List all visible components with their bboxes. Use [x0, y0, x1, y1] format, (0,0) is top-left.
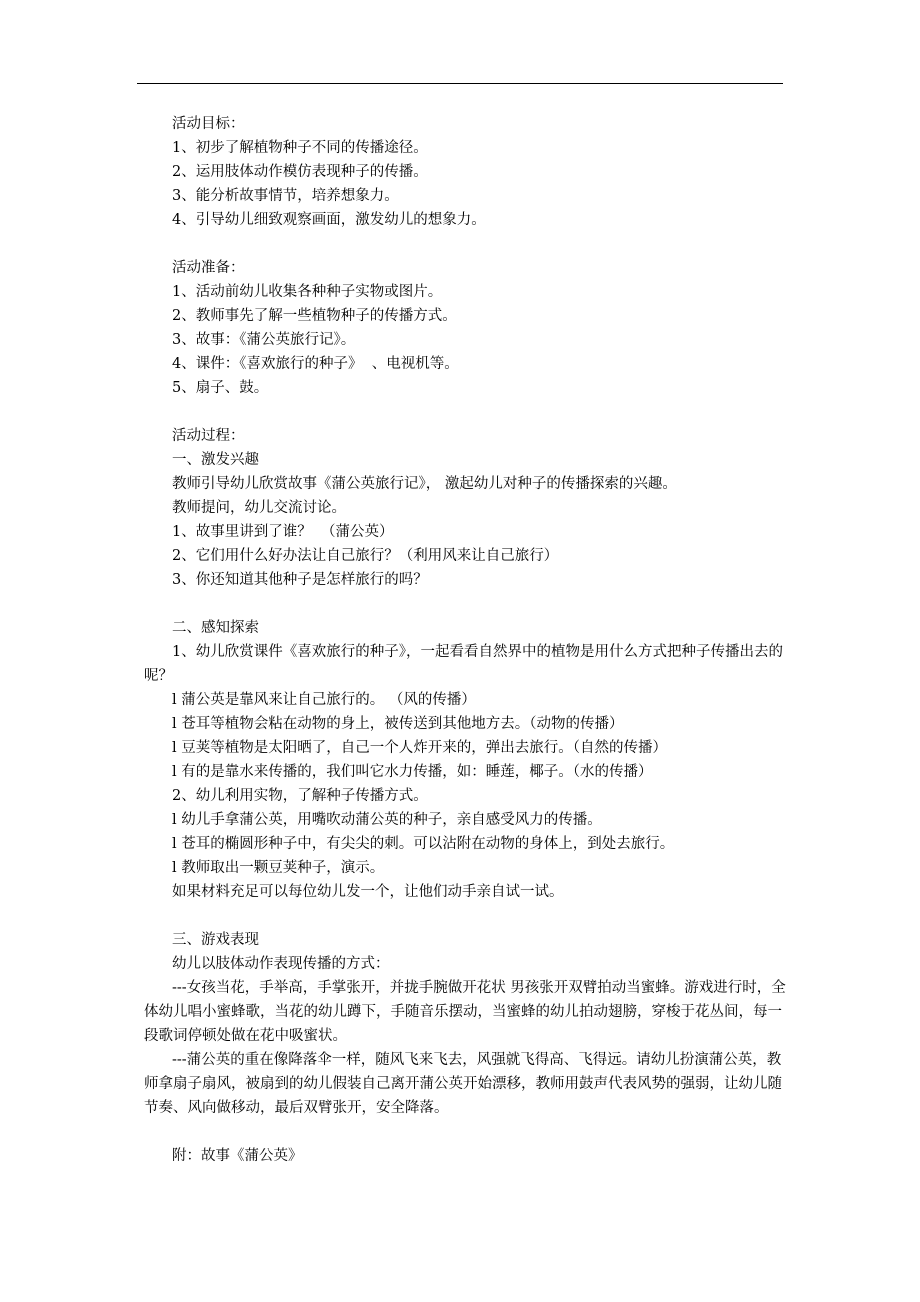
part1-line: 3、你还知道其他种子是怎样旅行的吗？: [172, 572, 428, 588]
part2-line: l 苍耳的椭圆形种子中，有尖尖的刺。可以沾附在动物的身体上，到处去旅行。: [172, 836, 675, 852]
section-process: [144, 424, 792, 1168]
header-rule: [137, 83, 783, 84]
part2-line: l 有的是靠水来传播的，我们叫它水力传播，如：睡莲，椰子。（水的传播）: [172, 764, 653, 780]
part2-line: l 教师取出一颗豆荚种子，演示。: [172, 860, 385, 876]
goals-heading: 活动目标：: [172, 116, 245, 132]
goal-item: 1、初步了解植物种子不同的传播途径。: [172, 140, 428, 156]
goal-item: 4、引导幼儿细致观察画面，激发幼儿的想象力。: [172, 212, 486, 228]
part2-line: l 苍耳等植物会粘在动物的身上，被传送到其他地方去。（动物的传播）: [172, 716, 624, 732]
part1-line: 教师引导幼儿欣赏故事《蒲公英旅行记》， 激起幼儿对种子的传播探索的兴趣。: [172, 476, 677, 492]
part1-line: 1、故事里讲到了谁？ （蒲公英）: [172, 524, 394, 540]
part2-line: 2、幼儿利用实物，了解种子传播方式。: [172, 788, 428, 804]
part3-paragraph-1-text: ---女孩当花，手举高，手掌张开，并拢手腕做开花状 男孩张开双臂拍动当蜜蜂。游戏进行时，全体幼儿唱小蜜蜂歌，当花的幼儿蹲下，手随音乐摆动，当蜜蜂的幼儿拍动翅膀，穿梭于花丛间，每一段歌词停顿处做在花中吸蜜状。: [144, 980, 786, 1044]
part3-paragraph-2: [144, 1048, 792, 1120]
part2-line: l 蒲公英是靠风来让自己旅行的。 （风的传播）: [172, 692, 476, 708]
part2-title: 二、感知探索: [172, 620, 259, 636]
part1-line: 教师提问，幼儿交流讨论。: [172, 500, 346, 516]
part2-intro: [144, 640, 792, 688]
goal-item: 3、能分析故事情节，培养想象力。: [172, 188, 399, 204]
part2-line: l 幼儿手拿蒲公英，用嘴吹动蒲公英的种子，亲自感受风力的传播。: [172, 812, 602, 828]
goal-item: 2、运用肢体动作模仿表现种子的传播。: [172, 164, 428, 180]
prep-item: 1、活动前幼儿收集各种种子实物或图片。: [172, 284, 443, 300]
part2-line: 如果材料充足可以每位幼儿发一个，让他们动手亲自试一试。: [172, 884, 564, 900]
part2-line: l 豆荚等植物是太阳晒了，自己一个人炸开来的，弹出去旅行。（自然的传播）: [172, 740, 667, 756]
prep-item: 4、课件：《喜欢旅行的种子》 、电视机等。: [172, 356, 459, 372]
part3-intro: 幼儿以肢体动作表现传播的方式：: [172, 956, 390, 972]
prep-item: 3、故事：《蒲公英旅行记》。: [172, 332, 356, 348]
appendix-line: 附：故事《蒲公英》: [172, 1148, 303, 1164]
part1-title: 一、激发兴趣: [172, 452, 259, 468]
part3-title: 三、游戏表现: [172, 932, 259, 948]
section-preparation: [172, 256, 792, 400]
section-goals: [172, 112, 792, 232]
prep-item: 2、教师事先了解一些植物种子的传播方式。: [172, 308, 457, 324]
part2-intro-text: 1、幼儿欣赏课件《喜欢旅行的种子》，一起看看自然界中的植物是用什么方式把种子传播出去的呢？: [144, 644, 783, 684]
process-heading: 活动过程：: [172, 428, 245, 444]
document-body: [144, 112, 792, 1168]
part3-paragraph-2-text: ---蒲公英的重在像降落伞一样，随风飞来飞去，风强就飞得高、飞得远。请幼儿扮演蒲公英，教师拿扇子扇风，被扇到的幼儿假装自己离开蒲公英开始漂移，教师用鼓声代表风势的强弱，让幼儿随节奏、风向做移动，最后双臂张开，安全降落。: [144, 1052, 782, 1116]
prep-item: 5、扇子、鼓。: [172, 380, 269, 396]
prep-heading: 活动准备：: [172, 260, 245, 276]
part1-line: 2、它们用什么好办法让自己旅行？（利用风来让自己旅行）: [172, 548, 559, 564]
part3-paragraph-1: [144, 976, 792, 1048]
